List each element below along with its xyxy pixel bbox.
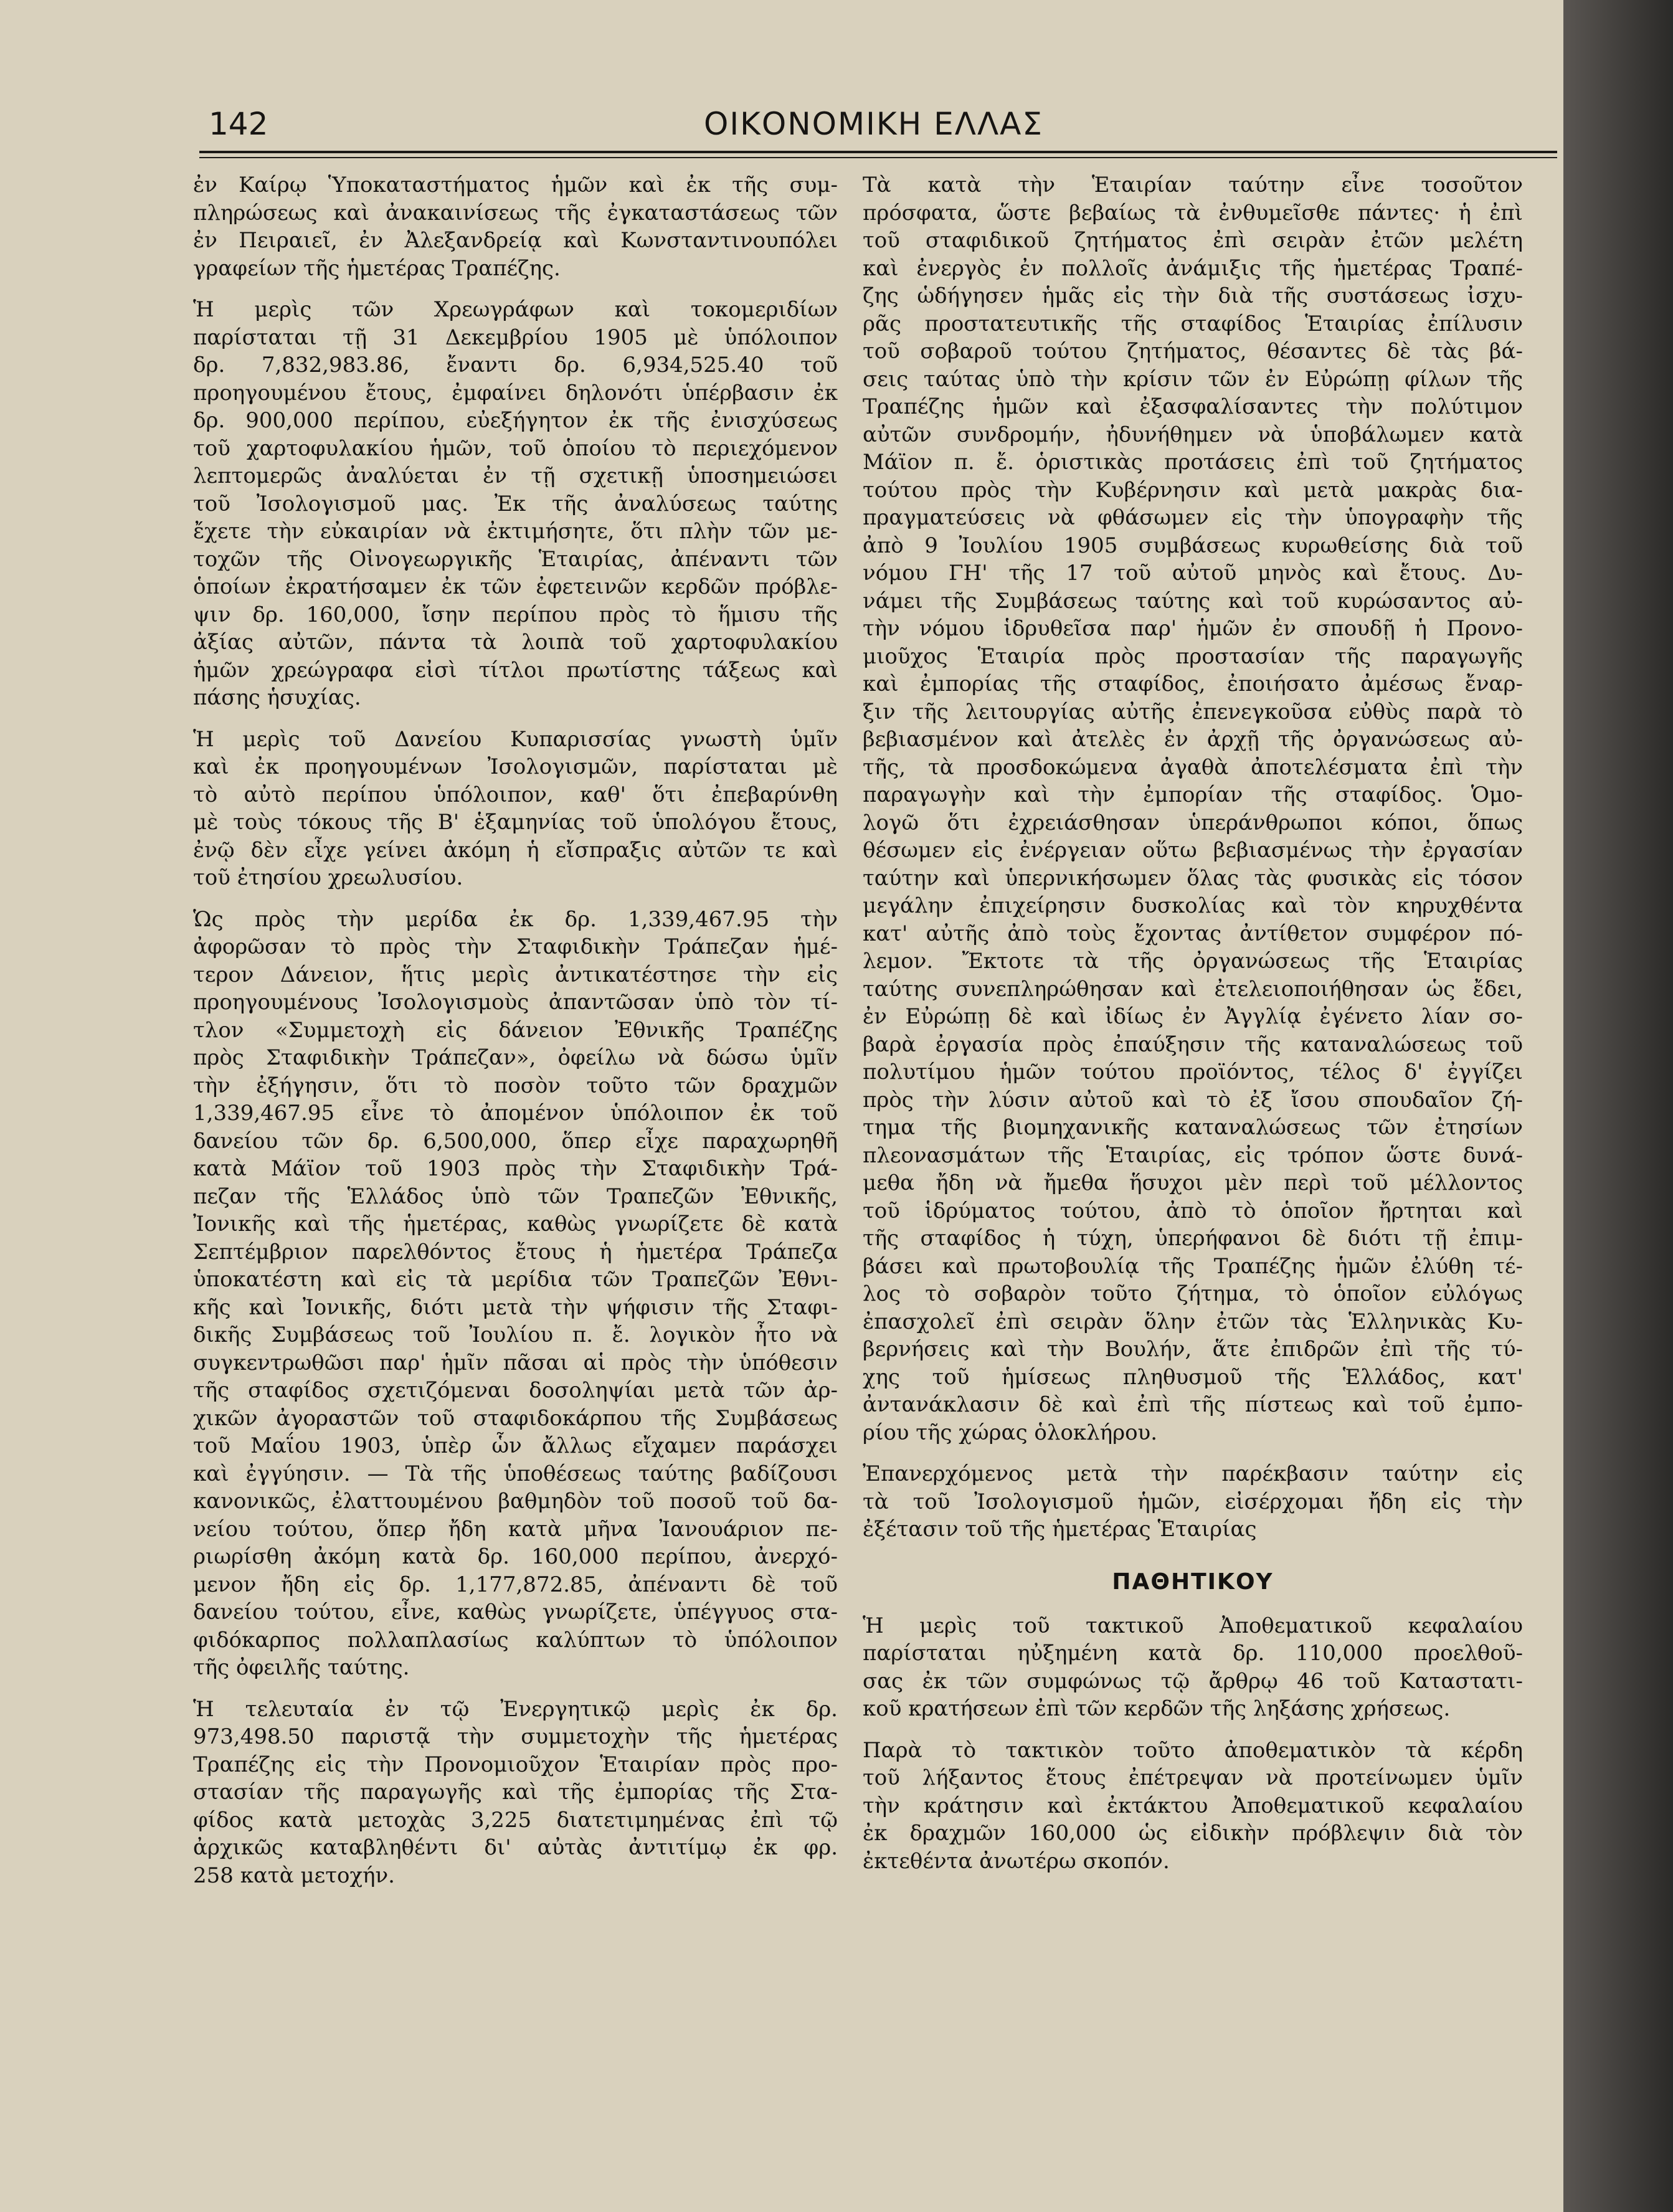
text-line: Ἐπανερχόμενος μετὰ τὴν παρέκβασιν ταύτην εἰς <box>863 1461 1523 1486</box>
text-line: τοῦ ἱδρύματος τούτου, ἀπὸ τὸ ὁποῖον ἤρτηται καὶ <box>863 1198 1523 1223</box>
text-line: ὑποκατέστη καὶ εἰς τὰ μερίδια τῶν Τραπεζῶν Ἐθνι- <box>193 1267 838 1292</box>
text-line: τλον «Συμμετοχὴ εἰς δάνειον Ἐθνικῆς Τραπέζης <box>193 1017 838 1043</box>
text-line: μὲ τοὺς τόκους τῆς Β' ἑξαμηνίας τοῦ ὑπολόγου ἔτους, <box>193 810 838 835</box>
left-column <box>193 171 838 1903</box>
header-rule <box>199 151 1557 153</box>
text-line: στασίαν τῆς παραγωγῆς καὶ τῆς ἐμπορίας τῆς Στα- <box>193 1780 838 1805</box>
text-line: ξιν τῆς λειτουργίας αὐτῆς ἐπενεγκοῦσα εὐθὺς παρὰ τὸ <box>863 699 1523 724</box>
text-line: τημα τῆς βιομηχανικῆς καταναλώσεως τῶν ἐτησίων <box>863 1115 1523 1140</box>
text-line: συγκεντρωθῶσι παρ' ἡμῖν πᾶσαι αἱ πρὸς τὴν ὑπόθεσιν <box>193 1350 838 1375</box>
text-line: πρὸς τὴν λύσιν αὐτοῦ καὶ τὸ ἐξ ἴσου σπουδαῖον ζή- <box>863 1087 1523 1113</box>
text-line: λογῶ ὅτι ἐχρειάσθησαν ὑπεράνθρωποι κόποι, ὅπως <box>863 810 1523 835</box>
text-line: Ἡ μερὶς τοῦ Δανείου Κυπαρισσίας γνωστὴ ὑμῖν <box>193 726 838 752</box>
text-line: τοῦ σταφιδικοῦ ζητήματος ἐπὶ σειρὰν ἐτῶν μελέτη <box>863 228 1523 253</box>
text-line: πεζαν τῆς Ἑλλάδος ὑπὸ τῶν Τραπεζῶν Ἐθνικῆς, <box>193 1184 838 1209</box>
text-line: Μάϊον π. ἔ. ὁριστικὰς προτάσεις ἐπὶ τοῦ ζητήματος <box>863 450 1523 475</box>
text-line: θέσωμεν εἰς ἐνέργειαν οὕτω βεβιασμένως τὴν ἐργασίαν <box>863 838 1523 863</box>
text-line: ζης ὡδήγησεν ἡμᾶς εἰς τὴν διὰ τῆς συστάσεως ἰσχυ- <box>863 283 1523 308</box>
text-line: δρ. 900,000 περίπου, εὐεξήγητον ἐκ τῆς ἐνισχύσεως <box>193 408 838 433</box>
text-line: τοῦ Μαΐου 1903, ὑπὲρ ὧν ἄλλως εἴχαμεν παράσχει <box>193 1433 838 1458</box>
text-line: ἐξέτασιν τοῦ τῆς ἡμετέρας Ἑταιρίας <box>863 1517 1257 1542</box>
section-heading: ΠΑΘΗΤΙΚΟΥ <box>1112 1569 1274 1595</box>
text-line: τῆς σταφίδος ἡ τύχη, ὑπερήφανοι δὲ διότι τῇ ἐπιμ- <box>863 1226 1523 1251</box>
paragraph <box>193 1696 838 1890</box>
text-line: δρ. 7,832,983.86, ἔναντι δρ. 6,934,525.40 τοῦ <box>193 353 838 377</box>
text-line: μενον ἤδη εἰς δρ. 1,177,872.85, ἀπέναντι δὲ τοῦ <box>193 1572 838 1597</box>
paragraph <box>863 1460 1523 1544</box>
text-line: ταύτην καὶ ὑπερνικήσωμεν ὅλας τὰς φυσικὰς εἰς τόσον <box>863 865 1523 891</box>
text-line: βερνήσεις καὶ τὴν Βουλήν, ἅτε ἐπιδρῶν ἐπὶ τῆς τύ- <box>863 1337 1523 1362</box>
text-line: ἐπασχολεῖ ἐπὶ σειρὰν ὅλην ἐτῶν τὰς Ἑλληνικὰς Κυ- <box>863 1309 1523 1334</box>
text-line: ἐν Καίρῳ Ὑποκαταστήματος ἡμῶν καὶ ἐκ τῆς συμ- <box>193 173 838 197</box>
text-line: μεθα ἤδη νὰ ἤμεθα ἥσυχοι μὲν περὶ τοῦ μέλλοντος <box>863 1170 1523 1195</box>
text-line: ἀπὸ 9 Ἰουλίου 1905 συμβάσεως κυρωθείσης διὰ τοῦ <box>863 533 1523 558</box>
text-line: κοῦ κρατήσεων ἐπὶ τῶν κερδῶν τῆς ληξάσης χρήσεως. <box>863 1696 1451 1721</box>
text-line: ἐν Εὐρώπῃ δὲ καὶ ἰδίως ἐν Ἀγγλίᾳ ἐγένετο λίαν σο- <box>863 1004 1523 1029</box>
text-line: βαρὰ ἐργασία πρὸς ἐπαύξησιν τῆς καταναλώσεως τοῦ <box>863 1032 1523 1057</box>
text-line: τὰ τοῦ Ἰσολογισμοῦ ἡμῶν, εἰσέρχομαι ἤδη εἰς τὴν <box>863 1489 1523 1514</box>
text-line: πρὸς Σταφιδικὴν Τράπεζαν», ὀφείλω νὰ δώσω ὑμῖν <box>193 1045 838 1070</box>
text-line: προηγουμένου ἔτους, ἐμφαίνει δηλονότι ὑπέρβασιν ἐκ <box>193 380 838 406</box>
text-line: ἀντανάκλασιν δὲ καὶ ἐπὶ τῆς πίστεως καὶ τοῦ ἐμπο- <box>863 1392 1523 1417</box>
journal-title: ΟΙΚΟΝΟΜΙΚΗ ΕΛΛΑΣ <box>704 106 1043 142</box>
text-line: καὶ ἐγγύησιν. — Τὰ τῆς ὑποθέσεως ταύτης βαδίζουσι <box>193 1461 838 1486</box>
text-line: τοχῶν τῆς Οἰνογεωργικῆς Ἑταιρίας, ἀπέναντι τῶν <box>193 546 838 572</box>
text-line: χης τοῦ ἡμίσεως πληθυσμοῦ τῆς Ἑλλάδος, κατ' <box>863 1364 1523 1390</box>
text-line: ἐκ δραχμῶν 160,000 ὡς εἰδικὴν πρόβλεψιν διὰ τὸν <box>863 1821 1523 1846</box>
text-line: πληρώσεως καὶ ἀνακαινίσεως τῆς ἐγκαταστάσεως τῶν <box>193 200 838 225</box>
text-line: πλεονασμάτων τῆς Ἑταιρίας, εἰς τρόπον ὥστε δυνά- <box>863 1142 1523 1168</box>
text-line: κῆς καὶ Ἰονικῆς, διότι μετὰ τὴν ψήφισιν τῆς Σταφι- <box>193 1294 838 1320</box>
text-line: ἐν Πειραιεῖ, ἐν Ἀλεξανδρείᾳ καὶ Κωνσταντινουπόλει <box>193 228 838 253</box>
text-line: τῆς, τὰ προσδοκώμενα ἀγαθὰ ἀποτελέσματα ἐπὶ τὴν <box>863 754 1523 780</box>
text-line: φίδος κατὰ μετοχὰς 3,225 διατετιμημένας ἐπὶ τῷ <box>193 1807 838 1833</box>
text-line: ἀρχικῶς καταβληθέντι δι' αὐτὰς ἀντιτίμῳ ἐκ φρ. <box>193 1835 838 1860</box>
text-line: βάσει καὶ πρωτοβουλίᾳ τῆς Τραπέζης ἡμῶν ἐλύθη τέ- <box>863 1253 1523 1279</box>
text-line: ὁποίων ἐκρατήσαμεν ἐκ τῶν ἐφετεινῶν κερδῶν πρόβλε- <box>193 574 838 599</box>
text-line: σας ἐκ τῶν συμφώνως τῷ ἄρθρῳ 46 τοῦ Καταστατι- <box>863 1668 1523 1694</box>
header-rule-thin <box>199 157 1557 158</box>
text-line: τερον Δάνειον, ἥτις μερὶς ἀντικατέστησε τὴν εἰς <box>193 962 838 987</box>
text-line: Παρὰ τὸ τακτικὸν τοῦτο ἀποθεματικὸν τὰ κέρδη <box>863 1737 1523 1763</box>
text-line: τὴν κράτησιν καὶ ἐκτάκτου Ἀποθεματικοῦ κεφαλαίου <box>863 1793 1523 1818</box>
text-line: λεμον. Ἔκτοτε τὰ τῆς ὀργανώσεως τῆς Ἑταιρίας <box>863 949 1523 974</box>
paragraph <box>863 171 1523 1446</box>
text-line: καὶ ἐκ προηγουμένων Ἰσολογισμῶν, παρίσταται μὲ <box>193 754 838 779</box>
text-line: ἔχετε τὴν εὐκαιρίαν νὰ ἐκτιμήσητε, ὅτι πλὴν τῶν με- <box>193 519 838 544</box>
text-line: μιοῦχος Ἑταιρία πρὸς προστασίαν τῆς παραγωγῆς <box>863 643 1523 669</box>
paragraph <box>863 1737 1523 1876</box>
text-line: φιδόκαρπος πολλαπλασίως καλύπτων τὸ ὑπόλοιπον <box>193 1627 838 1653</box>
paragraph <box>863 1612 1523 1723</box>
text-line: δανείου τῶν δρ. 6,500,000, ὅπερ εἶχε παραχωρηθῆ <box>193 1128 838 1154</box>
text-line: ριωρίσθη ἀκόμη κατὰ δρ. 160,000 περίπου, ἀνερχό- <box>193 1544 838 1569</box>
text-line: Τραπέζης εἰς τὴν Προνομιοῦχον Ἑταιρίαν πρὸς προ- <box>193 1752 838 1777</box>
paragraph <box>193 171 838 282</box>
text-line: τὴν νόμου ἱδρυθεῖσα παρ' ἡμῶν ἐν σπουδῇ ἡ Προνο- <box>863 616 1523 641</box>
text-line: δικῆς Συμβάσεως τοῦ Ἰουλίου π. ἔ. λογικὸν ἦτο νὰ <box>193 1322 838 1347</box>
text-line: 973,498.50 παριστᾷ τὴν συμμετοχὴν τῆς ἡμετέρας <box>193 1724 838 1749</box>
text-line: Ἡ μερὶς τῶν Χρεωγράφων καὶ τοκομεριδίων <box>193 297 838 322</box>
text-line: παρίσταται τῇ 31 Δεκεμβρίου 1905 μὲ ὑπόλοιπον <box>193 325 838 350</box>
text-line: παρίσταται ηὐξημένη κατὰ δρ. 110,000 προελθοῦ- <box>863 1641 1523 1666</box>
text-line: τῆς σταφίδος σχετιζόμεναι δοσοληψίαι μετὰ τῶν ἀρ- <box>193 1378 838 1403</box>
text-line: καὶ ἐμπορίας τῆς σταφίδος, ἐποιήσατο ἀμέσως ἔναρ- <box>863 672 1523 696</box>
text-line: πάσης ἡσυχίας. <box>193 685 361 710</box>
text-line: σεις ταύτας ὑπὸ τὴν κρίσιν τῶν ἐν Εὐρώπῃ φίλων τῆς <box>863 366 1523 392</box>
text-line: νόμου ΓΗ' τῆς 17 τοῦ αὐτοῦ μηνὸς καὶ ἔτους. Δυ- <box>863 561 1523 586</box>
text-line: ψιν δρ. 160,000, ἴσην περίπου πρὸς τὸ ἥμισυ τῆς <box>193 602 838 627</box>
text-line: Τραπέζης ἡμῶν καὶ ἐξασφαλίσαντες τὴν πολύτιμον <box>863 394 1523 419</box>
text-line: ἀξίας αὐτῶν, πάντα τὰ λοιπὰ τοῦ χαρτοφυλακίου <box>193 630 838 655</box>
paragraph <box>193 906 838 1682</box>
text-line: 1,339,467.95 εἶνε τὸ ἀπομένον ὑπόλοιπον ἐκ τοῦ <box>193 1101 838 1126</box>
text-line: τοῦ ἐτησίου χρεωλυσίου. <box>193 865 463 890</box>
text-line: ρίου τῆς χώρας ὁλοκλήρου. <box>863 1420 1158 1445</box>
text-line: τὸ αὐτὸ περίπου ὑπόλοιπον, καθ' ὅτι ἐπεβαρύνθη <box>193 782 838 807</box>
text-line: Ἡ μερὶς τοῦ τακτικοῦ Ἀποθεματικοῦ κεφαλαίου <box>863 1613 1523 1638</box>
text-line: τοῦ λήξαντος ἔτους ἐπέτρεψαν νὰ προτείνωμεν ὑμῖν <box>863 1765 1523 1790</box>
text-line: Ἡ τελευταία ἐν τῷ Ἐνεργητικῷ μερὶς ἐκ δρ. <box>193 1696 838 1722</box>
paragraph <box>193 726 838 892</box>
text-line: δανείου τούτου, εἶνε, καθὼς γνωρίζετε, ὑπέγγυος στα- <box>193 1600 838 1625</box>
text-line: ἐκτεθέντα ἀνωτέρω σκοπόν. <box>863 1848 1170 1874</box>
right-column <box>863 171 1523 1889</box>
text-line: τὴν ἐξήγησιν, ὅτι τὸ ποσὸν τοῦτο τῶν δραχμῶν <box>193 1073 838 1098</box>
text-line: νάμει τῆς Συμβάσεως ταύτης καὶ τοῦ κυρώσαντος αὐ- <box>863 588 1523 614</box>
text-line: ἡμῶν χρεώγραφα εἰσὶ τίτλοι πρωτίστης τάξεως καὶ <box>193 657 838 683</box>
text-line: τούτου πρὸς τὴν Κυβέρνησιν καὶ μετὰ μακρὰς δια- <box>863 477 1523 503</box>
text-line: ἀφορῶσαν τὸ πρὸς τὴν Σταφιδικὴν Τράπεζαν ἡμέ- <box>193 934 838 959</box>
text-line: νείου τούτου, ὅπερ ἤδη κατὰ μῆνα Ἰανουάριον πε- <box>193 1516 838 1542</box>
text-line: χικῶν ἀγοραστῶν τοῦ σταφιδοκάρπου τῆς Συμβάσεως <box>193 1405 838 1431</box>
text-line: πολυτίμου ἡμῶν τούτου προϊόντος, τέλος δ' ἐγγίζει <box>863 1060 1523 1085</box>
text-line: κατ' αὐτῆς ἀπὸ τοὺς ἔχοντας ἀντίθετον συμφέρον πό- <box>863 921 1523 946</box>
page-number: 142 <box>209 106 268 142</box>
text-line: Τὰ κατὰ τὴν Ἑταιρίαν ταύτην εἶνε τοσοῦτον <box>863 173 1523 197</box>
text-line: παραγωγὴν καὶ τὴν ἐμπορίαν τῆς σταφίδος. Ὁμο- <box>863 782 1523 807</box>
text-line: 258 κατὰ μετοχήν. <box>193 1863 395 1888</box>
text-line: τοῦ σοβαροῦ τούτου ζητήματος, θέσαντες δὲ τὰς βά- <box>863 339 1523 364</box>
text-line: Ἰονικῆς καὶ τῆς ἡμετέρας, καθὼς γνωρίζετε δὲ κατὰ <box>193 1212 838 1237</box>
text-line: Ὡς πρὸς τὴν μερίδα ἐκ δρ. 1,339,467.95 τὴν <box>193 906 838 932</box>
text-line: γραφείων τῆς ἡμετέρας Τραπέζης. <box>193 255 561 281</box>
text-line: αὐτῶν συνδρομήν, ἠδυνήθημεν νὰ ὑποβάλωμεν κατὰ <box>863 422 1523 447</box>
text-line: τοῦ Ἰσολογισμοῦ μας. Ἐκ τῆς ἀναλύσεως ταύτης <box>193 491 838 516</box>
text-line: καὶ ἐνεργὸς ἐν πολλοῖς ἀνάμιξις τῆς ἡμετέρας Τραπέ- <box>863 255 1523 281</box>
text-line: βεβιασμένον καὶ ἀτελὲς ἐν ἀρχῇ τῆς ὀργανώσεως αὐ- <box>863 727 1523 752</box>
text-line: Σεπτέμβριον παρελθόντος ἔτους ἡ ἡμετέρα Τράπεζα <box>193 1239 838 1265</box>
text-line: τοῦ χαρτοφυλακίου ἡμῶν, τοῦ ὁποίου τὸ περιεχόμενον <box>193 435 838 461</box>
text-line: τῆς ὀφειλῆς ταύτης. <box>193 1655 410 1680</box>
book-gutter <box>1563 0 1673 2212</box>
paragraph <box>193 296 838 712</box>
text-line: πρόσφατα, ὥστε βεβαίως τὰ ἐνθυμεῖσθε πάντες· ἡ ἐπὶ <box>863 200 1523 225</box>
text-line: προηγουμένους Ἰσολογισμοὺς ἀπαντῶσαν ὑπὸ τὸν τί- <box>193 990 838 1015</box>
text-line: ρᾶς προστατευτικῆς τῆς σταφίδος Ἑταιρίας ἐπίλυσιν <box>863 311 1523 336</box>
text-line: κανονικῶς, ἐλαττουμένου βαθμηδὸν τοῦ ποσοῦ τοῦ δα- <box>193 1489 838 1514</box>
text-line: λος τὸ σοβαρὸν τοῦτο ζήτημα, τὸ ὁποῖον εὐλόγως <box>863 1281 1523 1306</box>
text-line: ταύτης συνεπληρώθησαν καὶ ἐτελειοποιήθησαν ὡς ἔδει, <box>863 976 1523 1002</box>
text-line: πραγματεύσεις νὰ φθάσωμεν εἰς τὴν ὑπογραφὴν τῆς <box>863 505 1523 530</box>
text-line: κατὰ Μάϊον τοῦ 1903 πρὸς τὴν Σταφιδικὴν Τρά- <box>193 1156 838 1181</box>
text-line: λεπτομερῶς ἀναλύεται ἐν τῇ σχετικῇ ὑποσημειώσει <box>193 463 838 488</box>
text-line: ἐνῷ δὲν εἶχε γείνει ἀκόμη ἡ εἴσπραξις αὐτῶν τε καὶ <box>193 837 838 863</box>
text-line: μεγάλην ἐπιχείρησιν δυσκολίας καὶ τὸν κηρυχθέντα <box>863 893 1523 918</box>
